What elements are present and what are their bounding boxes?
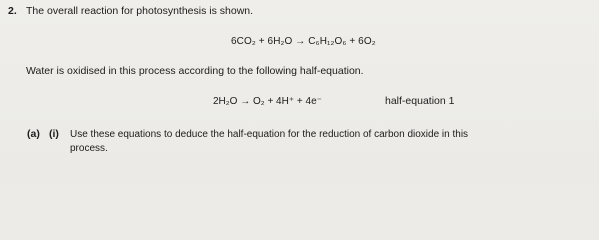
question-number: 2. bbox=[8, 5, 17, 17]
overall-equation: 6CO₂ + 6H₂O → C₆H₁₂O₆ + 6O₂ bbox=[231, 36, 376, 47]
question-intro: The overall reaction for photosynthesis is shown. bbox=[26, 5, 254, 17]
task-text-line1: Use these equations to deduce the half-equation for the reduction of carbon dioxide in this bbox=[70, 129, 469, 140]
water-statement: Water is oxidised in this process according to the following half-equation. bbox=[26, 65, 364, 77]
half-equation-label: half-equation 1 bbox=[385, 95, 455, 107]
task-text-line2: process. bbox=[70, 143, 108, 154]
half-equation: 2H₂O → O₂ + 4H⁺ + 4e⁻ bbox=[213, 96, 322, 107]
part-label: (a) bbox=[27, 128, 40, 140]
subpart-label: (i) bbox=[49, 128, 59, 140]
